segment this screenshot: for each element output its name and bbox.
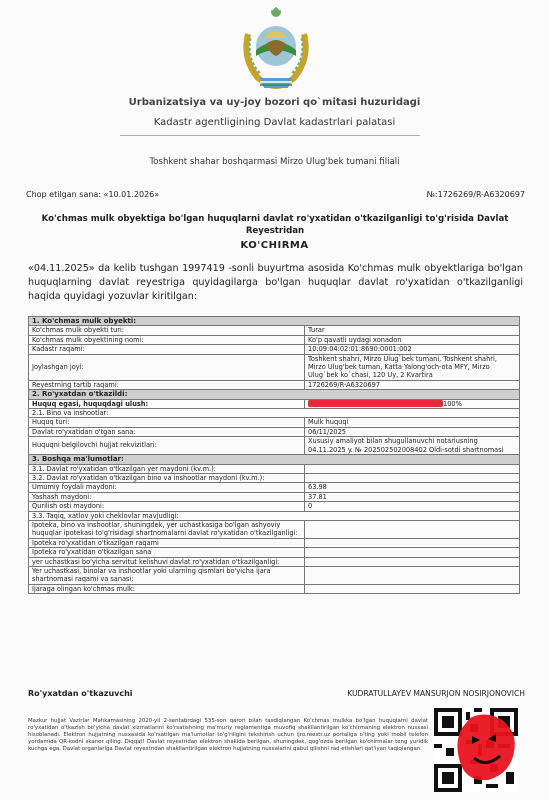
table-row [29,548,520,557]
table-row [29,520,520,538]
table-row [29,380,520,389]
row-label: Ko'chmas mulk obyektining nomi: [29,335,305,344]
red-mark-icon [452,712,520,784]
row-label: 3.2. Davlat ro'yxatidan o'tkazilgan bino va inshootlar maydoni (kv.m.): [29,473,305,482]
row-label [29,399,305,408]
row-value: Xususiy amaliyot bilan shugullanuvchi notariusning 04.11.2025 y. № 202502502008402 Oldi-sotdi shartnomasi [305,437,520,455]
table-row [29,354,520,380]
row-label: Ipoteka ro'yxatidan o'tkazilgan sana [29,548,305,557]
row-label: yer uchastkasi bo'yicha servitut kelishuvi davlat ro'yxatidan o'tkazilganligi: [29,557,305,566]
row-label: 3.1. Davlat ro'yxatidan o'tkazilgan yer maydoni (kv.m.): [29,464,305,473]
row-value [305,557,520,566]
section-row [29,455,520,464]
row-value [305,538,520,547]
table-row [29,464,520,473]
section-row [29,317,520,326]
redaction-mark [308,400,443,407]
row-value: 0 [305,502,520,511]
table-row [29,502,520,511]
row-label: Qurilish osti maydoni: [29,502,305,511]
table-row [29,399,520,408]
row-value [305,399,520,408]
state-emblem-icon [238,4,314,92]
row-label: 3.3. Taqiq, xatlov yoki cheklovlar mavjudligi: [29,511,520,520]
header-divider [120,135,420,136]
row-label: Huquq turi: [29,418,305,427]
document-number: №:1726269/R-A6320697 [426,190,525,199]
table-row [29,492,520,501]
table-row [29,511,520,520]
registrar-label: Ro'yxatdan o'tkazuvchi [28,689,133,698]
registry-table [28,316,520,594]
table-row [29,326,520,335]
table-row [29,538,520,547]
row-label: Kadastr raqami: [29,345,305,354]
section-header: 3. Boshqa ma'lumotlar: [29,455,520,464]
document-title: Ko'chmas mulk obyektiga bo'lgan huquqlarni davlat ro'yxatidan o'tkazilganligi to'g'risida Davlat Reyestridan [41,214,509,236]
intro-paragraph: «04.11.2025» da kelib tushgan 1997419 -sonli buyurtma asosida Ko'chmas mulk obyektlariga bo'lgan huquqlarning davlat reyestriga quyidagilarga bo'lgan huquqlar davlat ro'yxatidan o'tkazilganligi haqida quyidagi yozuvlar kiritilgan: [28,263,523,302]
section-header: 2. Ro'yxatdan o'tkazildi: [29,390,520,399]
row-value [305,473,520,482]
organization-name: Urbanizatsiya va uy-joy bozori qo`mitasi huzuridagi [128,97,421,108]
row-value: 1726269/R-A6320697 [305,380,520,389]
row-label: Ijaraga olingan ko'chmas mulk: [29,584,305,593]
table-row [29,473,520,482]
table-row [29,557,520,566]
table-row [29,584,520,593]
row-value: Ko'p qavatli uydagi xonadon [305,335,520,344]
table-row [29,437,520,455]
row-label: 2.1. Bino va inshootlar: [29,409,520,418]
table-row [29,566,520,584]
row-label: Ko'chmas mulk obyekti turi: [29,326,305,335]
table-row [29,409,520,418]
row-value [305,566,520,584]
organization-subname: Kadastr agentligining Davlat kadastrlari palatasi [153,117,396,128]
table-row [29,345,520,354]
row-label: Davlat ro'yxatidan o'tgan sana: [29,427,305,436]
row-value [305,548,520,557]
row-label: Ipoteka, bino va inshootlar, shuningdek, yer uchastkasiga bo'lgan ashyoviy huquqlar ipotekasi to'g'risidagi shartnomalarni davlat ro'yxatidan o'tkazilganligi: [29,520,305,538]
row-value: 06/11/2025 [305,427,520,436]
section-row [29,390,520,399]
row-label: Umumiy foydali maydoni: [29,483,305,492]
row-label: Yashash maydoni: [29,492,305,501]
row-value [305,464,520,473]
row-value: Toshkent shahri, Mirzo Ulug`bek tumani, Toshkent shahri, Mirzo Ulug'bek tuman, Katta Yalong'och-ota MFY, Mirzo Ulug`bek ko`chasi, 120 Uy, 2 Kvartira [305,354,520,380]
row-label: Ipoteka ro'yxatidan o'tkazilgan raqami [29,538,305,547]
row-value: Mulk huquqi [305,418,520,427]
section-header: 1. Ko'chmas mulk obyekti: [29,317,520,326]
row-value [305,584,520,593]
row-label: Yer uchastkasi, binolar va inshootlar yoki ularning qismlari bo'yicha ijara shartnomasi raqami va sanasi: [29,566,305,584]
row-value: Turar [305,326,520,335]
branch-name: Toshkent shahar boshqarmasi Mirzo Ulug'bek tumani filiali [149,157,400,167]
table-row [29,483,520,492]
row-label: Reyestrning tartib raqami: [29,380,305,389]
row-label-text: Huquq egasi, huquqdagi ulush: [32,399,149,408]
row-value: 37.81 [305,492,520,501]
row-label: Joylashgan joyi: [29,354,305,380]
row-label: Huquqni belgilovchi hujjat rekvizitlari: [29,437,305,455]
registrar-name: KUDRATULLAYEV MANSURJON NOSIRJONOVICH [347,689,525,698]
document-subtitle: KO'CHIRMA [240,240,309,251]
row-value [305,520,520,538]
table-row [29,335,520,344]
row-value: 10:09:04:02:01:8690:0001:002 [305,345,520,354]
table-row [29,418,520,427]
row-value: 63.98 [305,483,520,492]
legal-footer: Mazkur hujjat Vazirlar Mahkamasining 2020-yil 2-sentabrdagi 535-son qarori bilan tasdiqlangan Ko'chmas mulkka bo'lgan huquqlarni davlat ro'yxatidan o'tkazish bo'yicha davlat xizmatlarini ko'rsatishning ma'muriy reglamentiga muvofiq shakllantirilgan ko'chirmaning elektron nusxasi hisoblanadi. Elektron hujjatning nusxasida ko'rsatilgan ma'lumotlar to'g'riligini tekshirish uchun ijro.reestr.uz portaliga o'ting yoki mobil telefon yordamida QR-kodni skaner qiling. Diqqat! Davlat reyestridan elektron shaklda berilgan, shuningdek, qog'ozda berilgan ko'chirmalar teng yuridik kuchga ega. Davlat organlariga Davlat reyestridan shakllantirilgan elektron hujjatning nusxalarini qabul qilishni rad etishlari qat'iyan taqiqlangan. [28,718,428,752]
share-value: 100% [443,399,462,408]
printed-date: Chop etilgan sana: «10.01.2026» [26,190,160,199]
table-row [29,427,520,436]
